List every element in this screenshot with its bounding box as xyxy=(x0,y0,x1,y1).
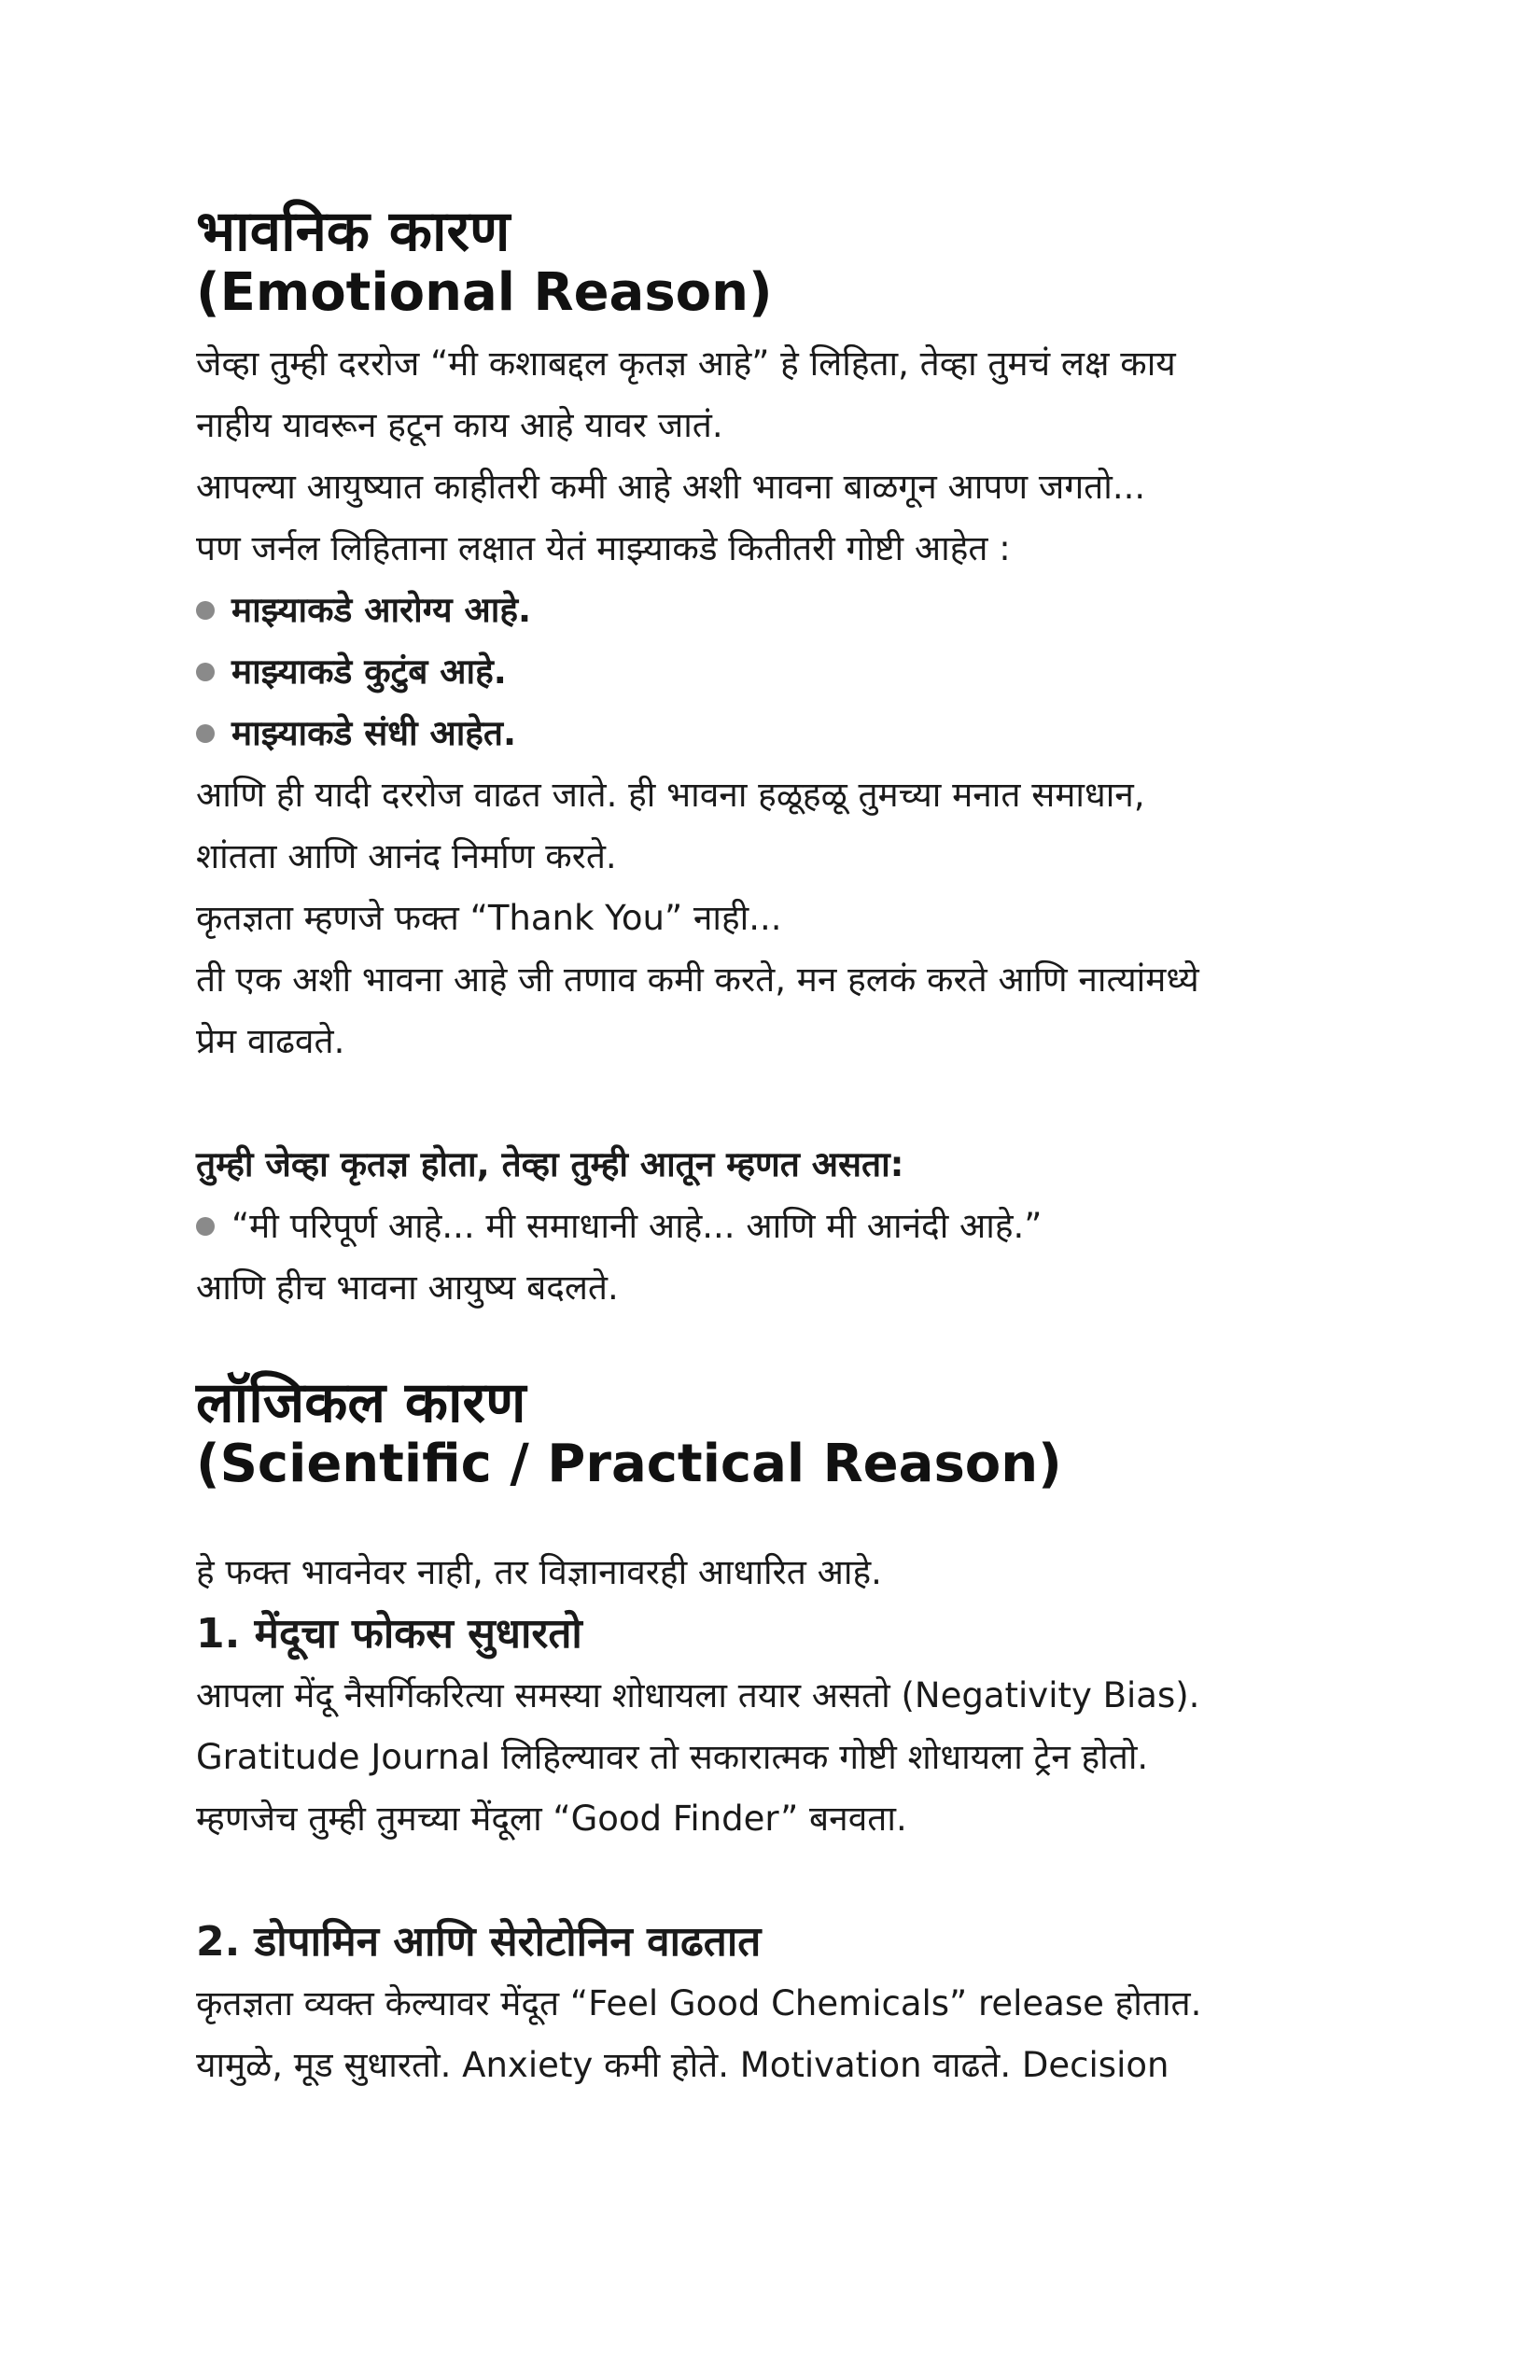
paragraph-line: Gratitude Journal लिहिल्यावर तो सकारात्मक गोष्टी शोधायला ट्रेन होतो. xyxy=(196,1737,1149,1777)
section-title-english: (Scientific / Practical Reason) xyxy=(196,1434,1062,1494)
quote-bullet-item xyxy=(196,1196,1372,1257)
bullet-text: माझ्याकडे संधी आहेत. xyxy=(231,713,517,753)
section-title-marathi: लॉजिकल कारण xyxy=(196,1370,526,1435)
bullet-text: माझ्याकडे कुटुंब आहे. xyxy=(231,651,507,692)
paragraph-line: पण जर्नल लिहिताना लक्षात येतं माझ्याकडे कितीतरी गोष्टी आहेत : xyxy=(196,528,1011,568)
bullet-dot-icon xyxy=(196,1217,215,1236)
bullet-dot-icon xyxy=(196,663,215,681)
paragraph-line: आपल्या आयुष्यात काहीतरी कमी आहे अशी भावना बाळगून आपण जगतो... xyxy=(196,467,1146,507)
paragraph-line: आपला मेंदू नैसर्गिकरित्या समस्या शोधायला तयार असतो (Negativity Bias). xyxy=(196,1675,1200,1715)
point-heading: 2. डोपामिन आणि सेरोटोनिन वाढतात xyxy=(196,1918,762,1966)
bullet-item xyxy=(196,641,1372,703)
closing-line: आणि हीच भावना आयुष्य बदलते. xyxy=(196,1267,619,1308)
section-title-english: (Emotional Reason) xyxy=(196,262,773,323)
paragraph-line: म्हणजेच तुम्ही तुमच्या मेंदूला “Good Finder” बनवता. xyxy=(196,1799,907,1839)
subheading: तुम्ही जेव्हा कृतज्ञ होता, तेव्हा तुम्ही आतून म्हणत असता: xyxy=(196,1144,904,1184)
point-heading: 1. मेंदूचा फोकस सुधारतो xyxy=(196,1610,582,1658)
bullet-text: माझ्याकडे आरोग्य आहे. xyxy=(231,590,532,630)
intro-line: हे फक्त भावनेवर नाही, तर विज्ञानावरही आधारित आहे. xyxy=(196,1552,882,1592)
paragraph-line: जेव्हा तुम्ही दररोज “मी कशाबद्दल कृतज्ञ आहे” हे लिहिता, तेव्हा तुमचं लक्ष काय xyxy=(196,343,1176,384)
paragraph-line: प्रेम वाढवते. xyxy=(196,1021,345,1061)
bullet-dot-icon xyxy=(196,601,215,620)
section-emotional-reason xyxy=(196,201,1372,1319)
bullet-item xyxy=(196,580,1372,641)
paragraph-line: शांतता आणि आनंद निर्माण करते. xyxy=(196,836,617,876)
paragraph-line: कृतज्ञता म्हणजे फक्त “Thank You” नाही... xyxy=(196,898,782,938)
section-logical-reason xyxy=(196,1372,1372,2096)
quote-text: “मी परिपूर्ण आहे... मी समाधानी आहे... आणि मी आनंदी आहे.” xyxy=(231,1206,1043,1246)
paragraph-line: आणि ही यादी दररोज वाढत जाते. ही भावना हळूहळू तुमच्या मनात समाधान, xyxy=(196,775,1145,815)
paragraph-line: ती एक अशी भावना आहे जी तणाव कमी करते, मन हलकं करते आणि नात्यांमध्ये xyxy=(196,959,1199,1000)
paragraph-line: नाहीय यावरून हटून काय आहे यावर जातं. xyxy=(196,405,723,445)
bullet-dot-icon xyxy=(196,724,215,743)
paragraph-line: कृतज्ञता व्यक्त केल्यावर मेंदूत “Feel Good Chemicals” release होतात. xyxy=(196,1983,1202,2023)
bullet-item xyxy=(196,703,1372,764)
paragraph-line: यामुळे, मूड सुधारतो. Anxiety कमी होते. Motivation वाढते. Decision xyxy=(196,2045,1169,2085)
section-title-marathi: भावनिक कारण xyxy=(196,199,511,264)
